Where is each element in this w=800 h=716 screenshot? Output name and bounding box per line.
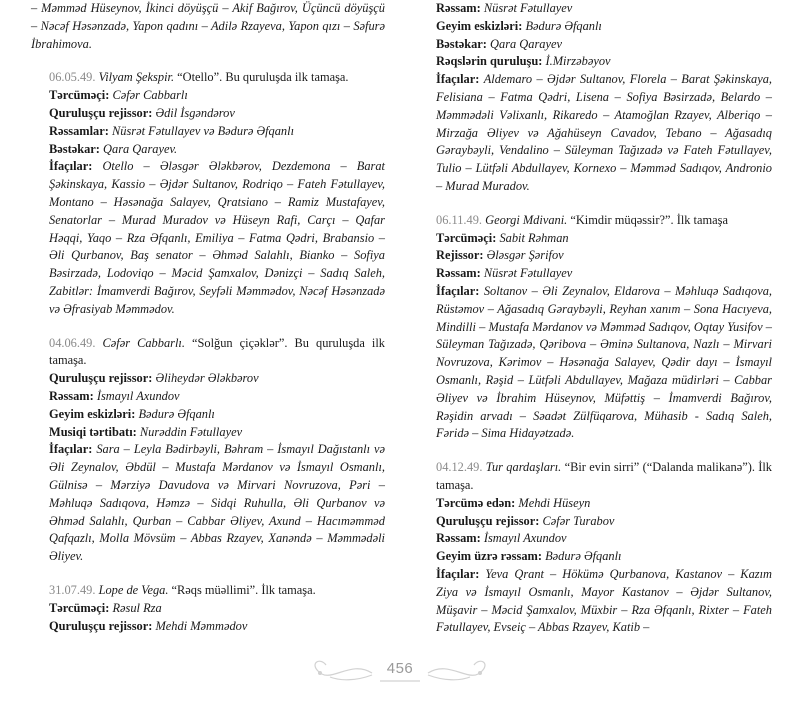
credit-line [418, 18, 772, 36]
credit-line [31, 105, 385, 123]
performance-date: 06.05.49. [49, 70, 96, 85]
play-title: “Kimdir müqəssir?”. İlk tamaşa [567, 212, 728, 227]
credit-value: Bədurə Əfqanlı [525, 18, 602, 33]
cast-value: Aldemaro – Əjdər Sultanov, Florela – Barat Şəkinskaya, Felisiana – Fatma Qədri, Lisena – Sofiya Bəsirzadə, Belardo – Məmmədəli Vəlixanlı, Rikaredo – Atamoğlan Rzayev, Alberiqo – Mirzağa Əliyev və Ağahüseyn Cavadov, Tebano – Ağasadıq Gəraybəyli, Vendalino – Süleyman Tağızadə və Fateh Fətullayev, Tulio – Lütfəli Abdullayev, Kornexo – Məmməd Sadıqov, Andronio – Murad Muradov. [436, 72, 772, 193]
credit-label: İfaçılar: [436, 283, 480, 298]
credit-label: Rəssam: [436, 266, 481, 281]
play-title: “Otello”. Bu quruluşda ilk tamaşa. [174, 70, 349, 85]
credit-value: Mehdi Hüseyn [518, 495, 591, 510]
credit-line [418, 247, 772, 265]
credit-value: İsmayıl Axundov [96, 388, 180, 403]
credit-value: Cəfər Cabbarlı [112, 88, 188, 103]
performance-date: 31.07.49. [49, 582, 96, 597]
cast-list [418, 283, 772, 443]
credit-label: Quruluşçu rejissor: [49, 371, 153, 386]
play-heading [418, 459, 772, 495]
credit-line [31, 141, 385, 159]
credit-label: Geyim eskizləri: [49, 406, 136, 421]
credit-line [418, 513, 772, 531]
credit-line [31, 406, 385, 424]
credit-line [31, 87, 385, 105]
credit-line [418, 548, 772, 566]
cast-list [31, 158, 385, 318]
credit-label: İfaçılar: [436, 566, 480, 581]
play-title: “Solğun çiçəklər”. Bu quruluşda ilk tamaşa. [49, 335, 385, 368]
credit-value: Ələsgər Şərifov [486, 248, 564, 263]
right-column [418, 0, 772, 637]
credit-label: Rəssam: [436, 1, 481, 15]
cast-value: Sara – Leyla Bədirbəyli, Bəhram – İsmayıl Dağıstanlı və Əli Zeynalov, Əbdül – Mustafa Mərdanov və İsmayıl Osmanlı, Gülnisə – Mərziyə Davudova və Mirvari Novruzova, Pəri – Məhluqə Sadıqova, Həmzə – Sidqi Ruhulla, Əli Qurbanov və Əhməd Salahlı, Qurban – Cabbar Əliyev, Axund – Hacıməmməd Qafqazlı, Molla Mövsüm – Abbas Rzayev, Xanəndə – Məmmədəli Əliyev. [49, 442, 385, 564]
cast-value: Soltanov – Əli Zeynalov, Eldarova – Məhluqə Sadıqova, Rüstəmov – Ağasadıq Gəraybəyli, Reyhan xanım – Sona Hacıyeva, Mindilli – Mustafa Mərdanov və Məmməd Sadıqov, Oqtay Yusifov – Süleyman Tağızadə, Qəribova – Əminə Sultanova, Nazlı – Mirvari Novruzova, Kərimov – Həsənağa Salayev, Qədir dayı – İsmayıl Osmanlı, Rəşid – Lütfəli Abdullayev, Mağaza müdirləri – Cabbar Əliyev və İbrahim Hüseynov, Müfəttiş – İmamverdi Bağırov, Rəşidin arvadı – Səadət Zülfüqarova, Mühasib - Sadıq Saleh, Fəridə – Sima Hidayətzadə. [436, 283, 772, 441]
credit-label: Musiqi tərtibatı: [49, 424, 137, 439]
credit-value: İ.Mirzəbəyov [545, 54, 611, 69]
credit-line [31, 370, 385, 388]
credit-label: İfaçılar: [49, 442, 93, 457]
play-author: Lope de Vega. [98, 582, 169, 597]
credit-label: Bəstəkar: [436, 36, 487, 51]
cast-value: Otello – Ələsgər Ələkbərov, Dezdemona – Barat Şəkinskaya, Kassio – Əjdər Sultanov, Rodriqo – Fateh Fətullayev, Montano – Həsənağa Salayev, Qratsiano – Ramiz Mustafayev, Senatorlar – Murad Muradov və Hüseyn Rafi, Carçı – Qafar Həqqi, Yaqo – Rza Əfqanlı, Emiliya – Fatma Qədri, Brabansio – Əli Qurbanov, Baş senator – Əhməd Salahlı, Bianko – Sofiya Bəsirzadə, Lodoviqo – Məcid Şamxalov, Dənizçi – Sadıq Saleh, Zabitlər: İmamverdi Bağırov, Seyfəli Məmmədov, Nəcəf Həsənzadə və Əfrasiyab Məmmədov. [49, 159, 385, 316]
credit-label: Rəssamlar: [49, 123, 109, 138]
credit-value: Nüsrət Fətullayev [483, 266, 573, 281]
credit-value: Mehdi Məmmədov [155, 618, 248, 633]
cast-value: Yeva Qrant – Hökümə Qurbanova, Kastanov – Kazım Ziya və İsmayıl Osmanlı, Mayor Kastanov – Əjdər Sultanov, Müşavir – Məcid Şamxalov, Müxbir – Rza Əfqanlı, Rixter – Fateh Fətullayev, Evseiç – Abbas Rzayev, Katib – [436, 566, 772, 635]
credit-label: İfaçılar: [49, 159, 93, 174]
credit-label: Quruluşçu rejissor: [436, 513, 540, 528]
credit-label: Quruluşçu rejissor: [49, 105, 153, 120]
credit-value: Qara Qarayev [490, 36, 562, 51]
credit-value: Rəsul Rza [112, 600, 162, 615]
credit-label: Bəstəkar: [49, 141, 100, 156]
performance-date: 04.06.49. [49, 335, 96, 350]
credit-value: Bədurə Əfqanlı [545, 549, 622, 564]
credit-value: Nüsrət Fətullayev və Bədurə Əfqanlı [111, 123, 295, 138]
credit-label: İfaçılar: [436, 72, 480, 87]
play-author: Vilyam Şekspir. [98, 70, 175, 85]
credit-line [31, 123, 385, 141]
credit-line [418, 495, 772, 513]
credit-value: Qara Qarayev. [103, 141, 178, 156]
cast-list [418, 71, 772, 196]
credit-value: Ədil İsgəndərov [155, 105, 235, 120]
credit-value: Bədurə Əfqanlı [138, 406, 215, 421]
credit-label: Tərcüməçi: [49, 600, 110, 615]
credit-value: Cəfər Turabov [542, 513, 615, 528]
credit-line [418, 53, 772, 71]
credit-line [418, 530, 772, 548]
performance-date: 06.11.49. [436, 212, 483, 227]
credit-value: Əliheydər Ələkbərov [155, 371, 259, 386]
credit-label: Quruluşçu rejissor: [49, 618, 153, 633]
credit-line [418, 36, 772, 54]
credit-label: Geyim eskizləri: [436, 18, 523, 33]
play-author: Georgi Mdivani. [485, 212, 568, 227]
play-heading [31, 582, 385, 600]
cast-continuation-text: – Məmməd Hüseynov, İkinci döyüşçü – Akif Bağırov, Üçüncü döyüşçü – Nəcəf Həsənzadə, Yapon qadını – Adilə Rzayeva, Yapon qızı – Səfurə İbrahimova. [31, 1, 385, 51]
credit-line [418, 230, 772, 248]
play-title: “Rəqs müəllimi”. İlk tamaşa. [168, 582, 316, 597]
cast-list [418, 566, 772, 637]
play-heading [418, 212, 772, 230]
play-author: Tur qardaşları. [485, 460, 562, 475]
page-number: 456 [386, 660, 414, 677]
credit-label: Rəssam: [49, 388, 94, 403]
credit-line [31, 424, 385, 442]
credit-label: Tərcüməçi: [436, 230, 497, 245]
credit-line [31, 618, 385, 636]
play-heading [31, 335, 385, 371]
credit-label: Geyim üzrə rəssam: [436, 549, 542, 564]
credit-value: İsmayıl Axundov [483, 531, 567, 546]
credit-value: Nüsrət Fətullayev [483, 1, 573, 15]
credit-label: Rejissor: [436, 248, 484, 263]
cast-continuation [31, 0, 385, 53]
credit-label: Rəqslərin quruluşu: [436, 54, 543, 69]
credit-value: Sabit Rəhman [499, 230, 569, 245]
credit-value: Nurəddin Fətullayev [139, 424, 243, 439]
credit-label: Tərcümə edən: [436, 495, 516, 510]
play-author: Cəfər Cabbarlı. [102, 335, 185, 350]
credit-line [418, 0, 772, 18]
credit-label: Tərcüməçi: [49, 88, 110, 103]
left-column [31, 0, 385, 635]
credit-label: Rəssam: [436, 531, 481, 546]
page-footer [0, 651, 800, 691]
play-heading [31, 69, 385, 87]
cast-list [31, 441, 385, 566]
performance-date: 04.12.49. [436, 460, 483, 475]
credit-line [31, 600, 385, 618]
play-title: “Bir evin sirri” (“Dalanda malikanə”). İlk tamaşa. [436, 460, 773, 492]
credit-line [31, 388, 385, 406]
credit-line [418, 265, 772, 283]
